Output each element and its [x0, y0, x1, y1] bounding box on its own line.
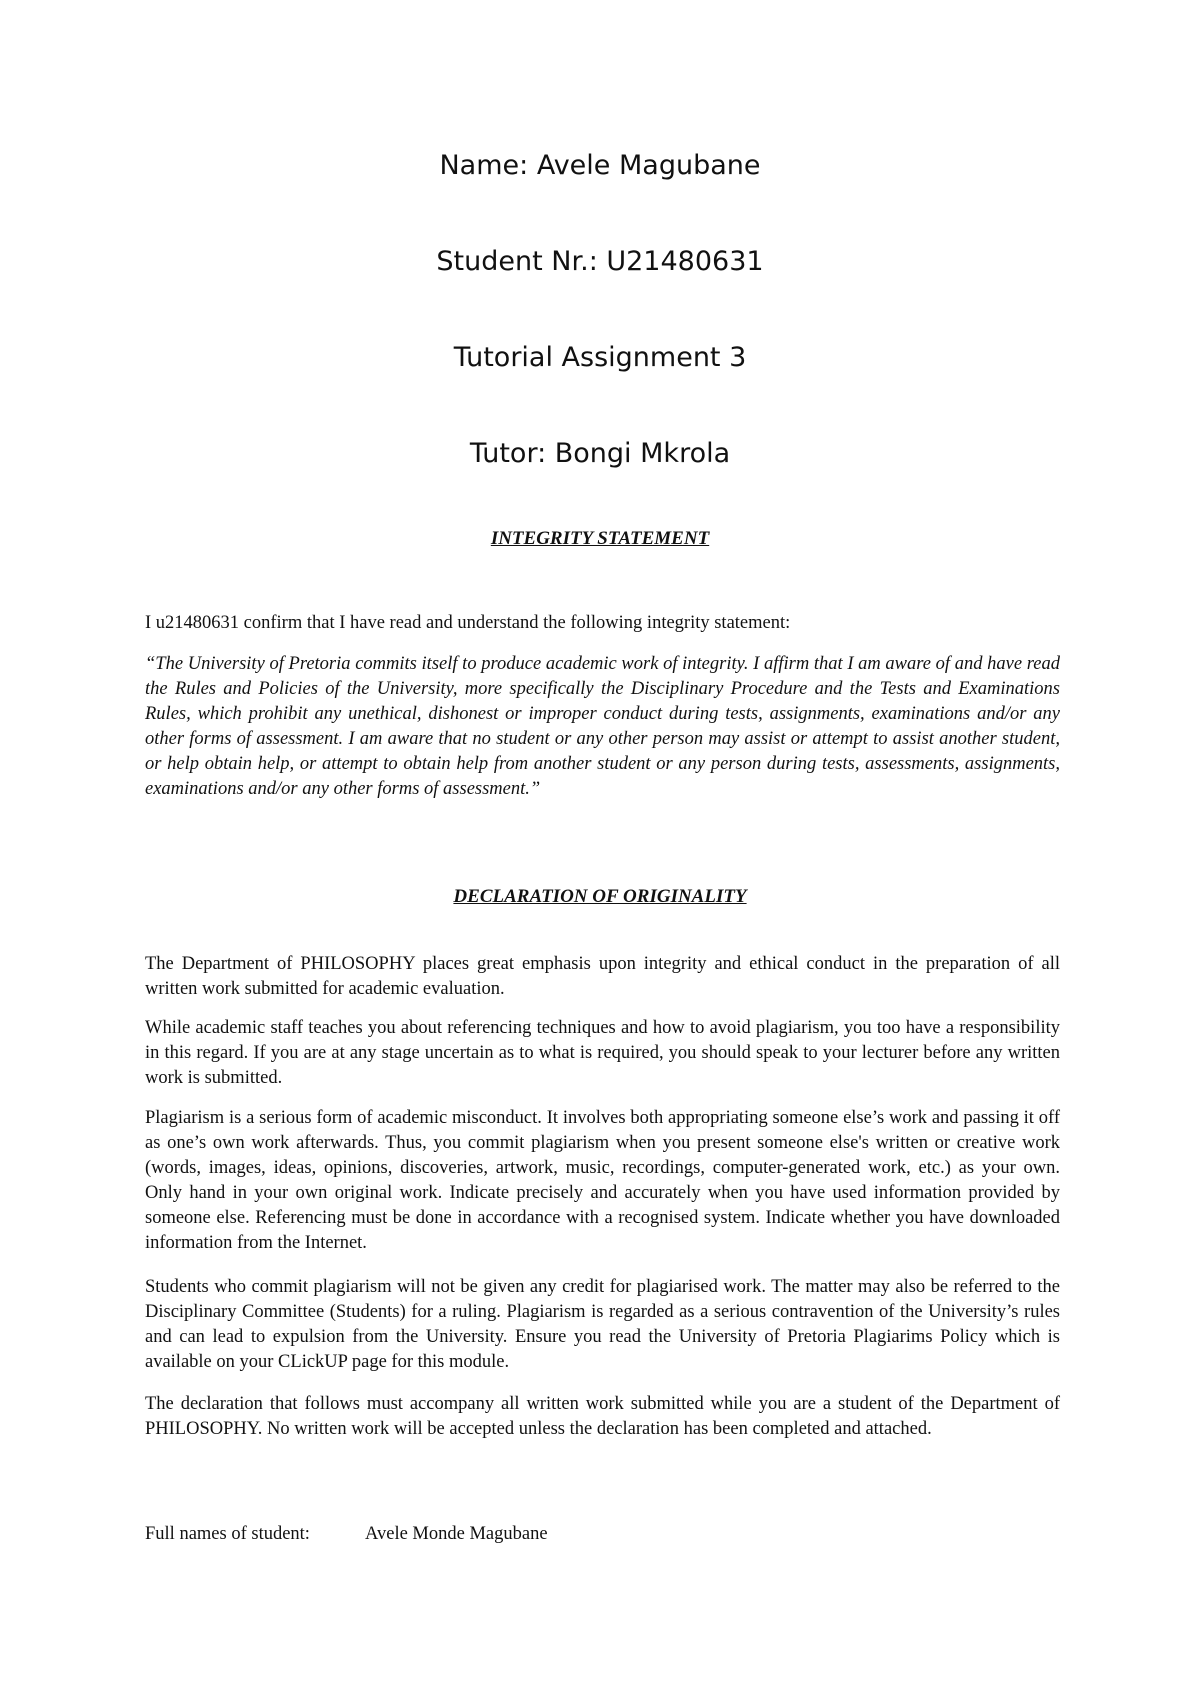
full-names-label: Full names of student: — [145, 1524, 310, 1544]
originality-paragraph-2: While academic staff teaches you about referencing techniques and how to avoid plagiarism, you too have a responsibility in this regard. If you are at any stage uncertain as to what is required, you should speak to your lecturer before any written work is submitted. — [145, 1018, 1060, 1088]
student-name-line: Name: Avele Magubane — [439, 150, 761, 181]
assignment-title-line: Tutorial Assignment 3 — [453, 342, 747, 373]
integrity-statement-text: “The University of Pretoria commits itself to produce academic work of integrity. I affirm that I am aware of and have read the Rules and Policies of the University, more specifically the Disciplinary Procedure and the Tests and Examinations Rules, which prohibit any unethical, dishonest or improper conduct during tests, assignments, examinations and/or any other forms of assessment. I am aware that no student or any other person may assist or attempt to assist another student, or help obtain help, or attempt to obtain help from another student or any person during tests, assessments, assignments, examinations and/or any other forms of assessment.” — [145, 654, 1060, 799]
declaration-of-originality-heading: DECLARATION OF ORIGINALITY — [453, 886, 747, 907]
student-number-line: Student Nr.: U21480631 — [436, 246, 764, 277]
full-names-row — [145, 1522, 1060, 1547]
originality-paragraph-4: Students who commit plagiarism will not be given any credit for plagiarised work. The matter may also be referred to the Disciplinary Committee (Students) for a ruling. Plagiarism is regarded as a serious contravention of the University’s rules and can lead to expulsion from the University. Ensure you read the University of Pretoria Plagiarims Policy which is available on your CLickUP page for this module. — [145, 1277, 1060, 1372]
full-names-value: Avele Monde Magubane — [365, 1524, 548, 1544]
originality-paragraph-1: The Department of PHILOSOPHY places great emphasis upon integrity and ethical conduct in the preparation of all written work submitted for academic evaluation. — [145, 954, 1060, 999]
integrity-confirmation: I u21480631 confirm that I have read and understand the following integrity statement: — [145, 613, 791, 633]
originality-paragraph-3: Plagiarism is a serious form of academic misconduct. It involves both appropriating someone else’s work and passing it off as one’s own work afterwards. Thus, you commit plagiarism when you present someone else's written or creative work (words, images, ideas, opinions, discoveries, artwork, music, recordings, computer-generated work, etc.) as your own. Only hand in your own original work. Indicate precisely and accurately when you have used information provided by someone else. Referencing must be done in accordance with a recognised system. Indicate whether you have downloaded information from the Internet. — [145, 1108, 1060, 1253]
tutor-line: Tutor: Bongi Mkrola — [469, 438, 731, 469]
integrity-statement-heading: INTEGRITY STATEMENT — [490, 528, 710, 549]
originality-paragraph-5: The declaration that follows must accompany all written work submitted while you are a student of the Department of PHILOSOPHY. No written work will be accepted unless the declaration has been completed and attached. — [145, 1394, 1060, 1439]
